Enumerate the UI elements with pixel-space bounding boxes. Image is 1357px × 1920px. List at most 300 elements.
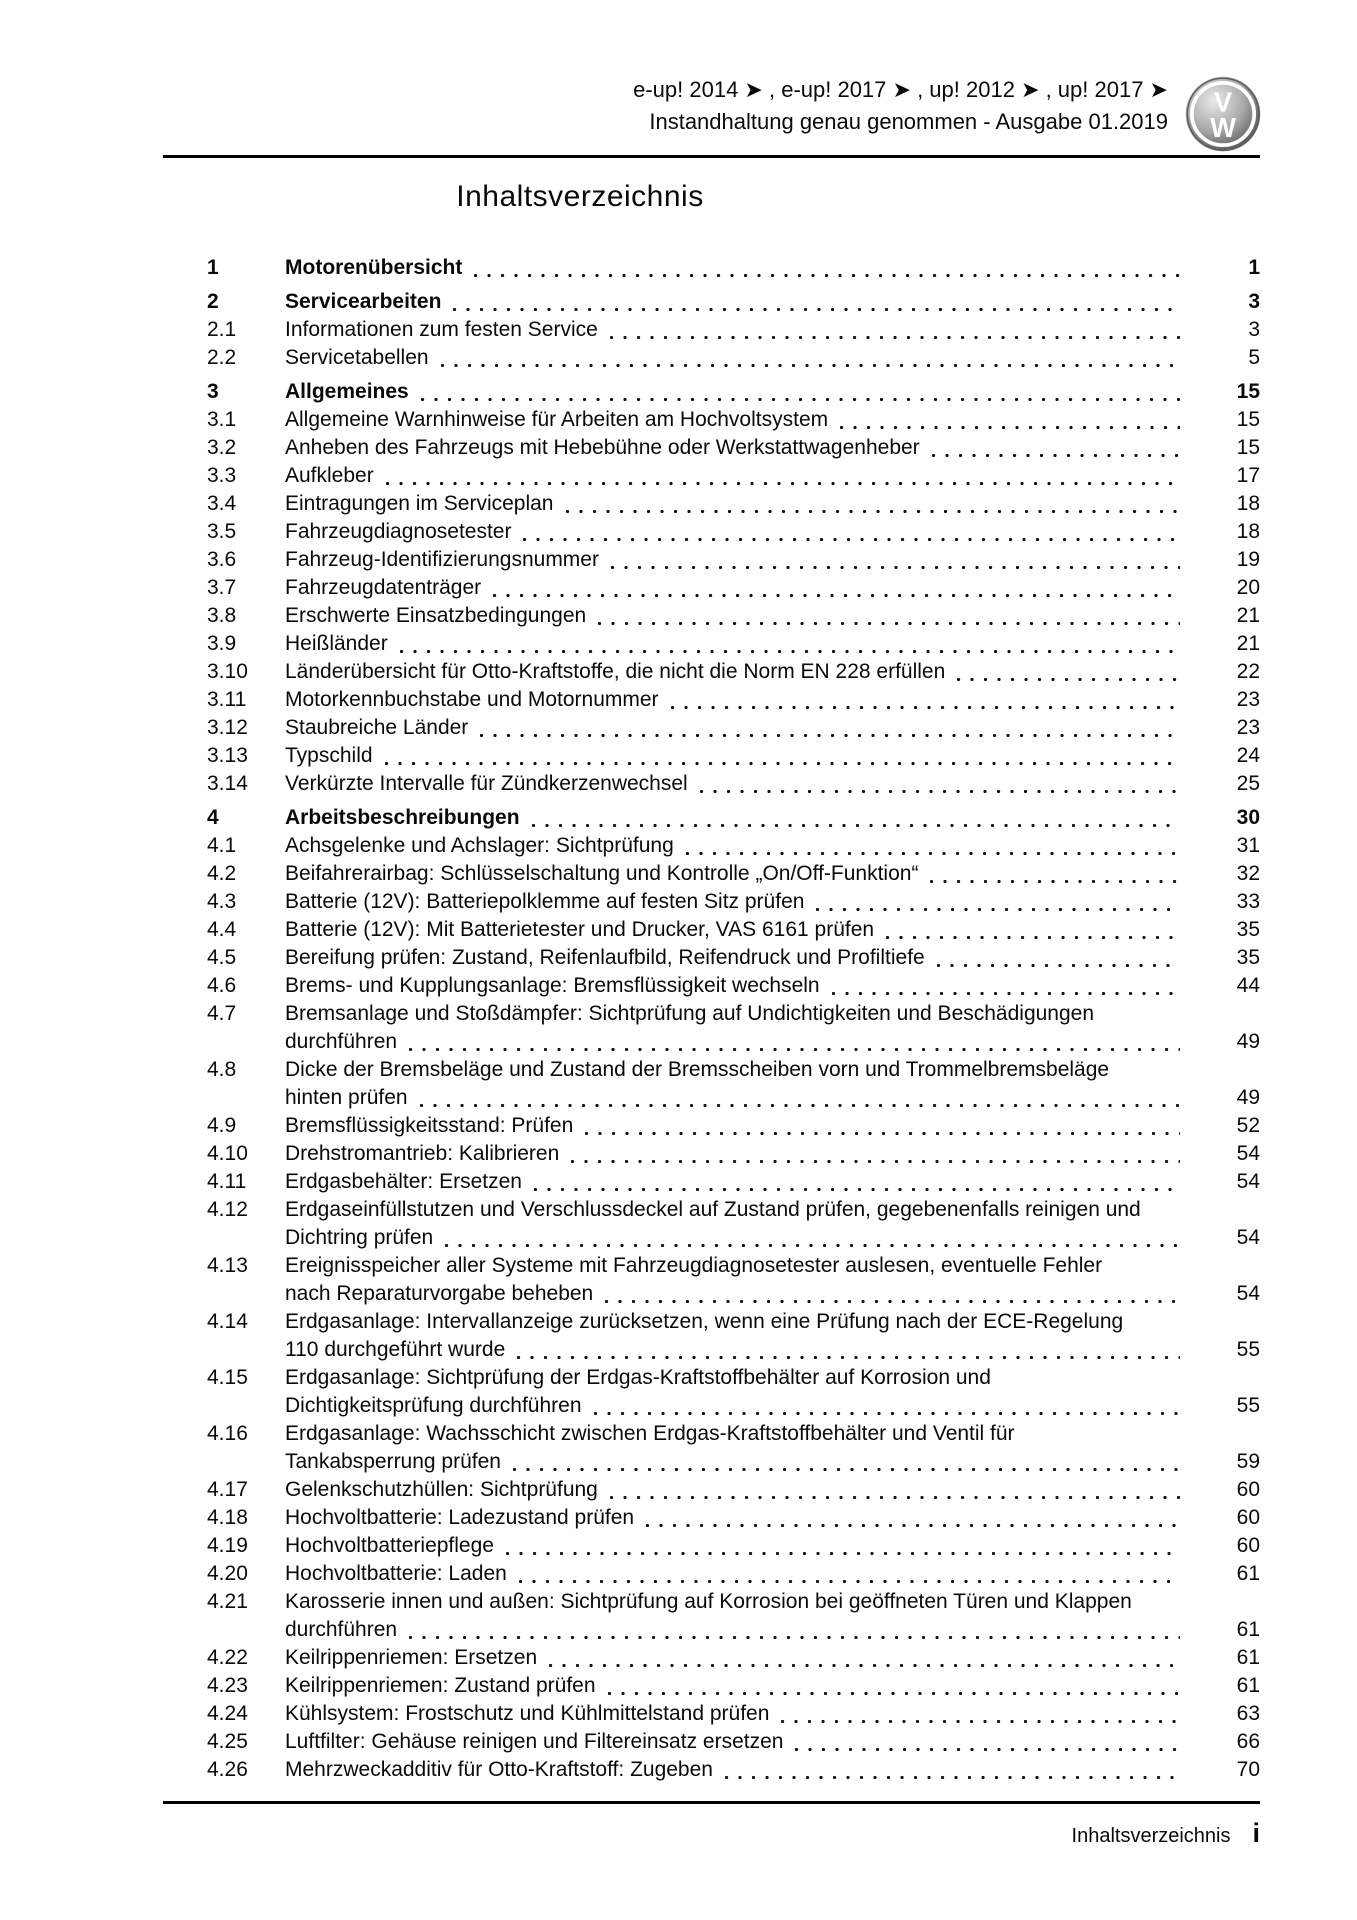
toc-entry-last-line — [285, 574, 1260, 602]
toc-entry[interactable] — [207, 1588, 1260, 1644]
toc-dot-leader — [566, 510, 1181, 513]
toc-entry[interactable] — [207, 1112, 1260, 1140]
toc-entry[interactable] — [207, 1756, 1260, 1784]
toc-entry-last-line — [285, 860, 1260, 888]
toc-entry-page: 54 — [1236, 1142, 1260, 1165]
toc-entry-number: 3.12 — [207, 716, 248, 739]
toc-entry[interactable] — [207, 972, 1260, 1000]
toc-dot-leader — [781, 1720, 1180, 1723]
toc-entry[interactable] — [207, 1140, 1260, 1168]
toc-entry-body — [285, 574, 1260, 602]
toc-entry-title-line: Dicke der Bremsbeläge und Zustand der Bremsscheiben vorn und Trommelbremsbeläge — [285, 1058, 1110, 1081]
toc-entry-title: Verkürzte Intervalle für Zündkerzenwechsel — [285, 772, 688, 795]
toc-entry-body — [285, 434, 1260, 462]
toc-entry[interactable] — [207, 658, 1260, 686]
toc-entry-last-line — [285, 546, 1260, 574]
toc-entry[interactable] — [207, 1560, 1260, 1588]
toc-entry-number: 3.3 — [207, 464, 237, 487]
toc-dot-leader — [523, 538, 1180, 541]
toc-entry-page: 32 — [1236, 862, 1260, 885]
toc-entry[interactable] — [207, 916, 1260, 944]
toc-entry-number: 4.1 — [207, 834, 237, 857]
toc-entry-body — [285, 344, 1260, 372]
toc-entry-number: 4.22 — [207, 1646, 248, 1669]
toc-entry-title: Aufkleber — [285, 464, 374, 487]
toc-entry[interactable] — [207, 254, 1260, 282]
toc-entry-number: 4.18 — [207, 1506, 248, 1529]
toc-dot-leader — [610, 1496, 1180, 1499]
toc-entry-last-line — [285, 316, 1260, 344]
toc-entry-last-line — [285, 770, 1260, 798]
toc-entry-title: Fahrzeugdatenträger — [285, 576, 482, 599]
toc-entry-title: hinten prüfen — [285, 1086, 408, 1109]
toc-entry-body — [285, 602, 1260, 630]
toc-entry-title: Keilrippenriemen: Zustand prüfen — [285, 1674, 596, 1697]
toc-entry[interactable] — [207, 860, 1260, 888]
toc-entry-page: 35 — [1236, 918, 1260, 941]
toc-dot-leader — [386, 482, 1180, 485]
toc-entry-body — [285, 316, 1260, 344]
toc-entry-title: Allgemeines — [285, 380, 409, 403]
toc-entry-page: 66 — [1236, 1730, 1260, 1753]
toc-entry-page: 60 — [1236, 1534, 1260, 1557]
toc-entry-last-line — [285, 490, 1260, 518]
toc-entry-last-line — [285, 1532, 1260, 1560]
toc-entry-number: 2.2 — [207, 346, 237, 369]
toc-list — [207, 248, 1260, 1784]
toc-entry-body — [285, 742, 1260, 770]
toc-entry-body — [285, 1588, 1260, 1644]
toc-entry-number: 4 — [207, 806, 219, 829]
toc-entry-number: 3.11 — [207, 688, 247, 711]
toc-entry-number: 4.5 — [207, 946, 237, 969]
toc-entry-title: Eintragungen im Serviceplan — [285, 492, 554, 515]
toc-entry-title: Heißländer — [285, 632, 388, 655]
toc-dot-leader — [513, 1468, 1180, 1471]
toc-entry-title: durchführen — [285, 1618, 398, 1641]
toc-entry-title: Dichtigkeitsprüfung durchführen — [285, 1394, 582, 1417]
toc-entry-page: 55 — [1236, 1338, 1260, 1361]
toc-entry-page: 44 — [1236, 974, 1260, 997]
toc-entry-last-line — [285, 434, 1260, 462]
toc-entry-last-line — [285, 1028, 1260, 1056]
toc-entry-body — [285, 1700, 1260, 1728]
toc-entry-title: Motorenübersicht — [285, 256, 463, 279]
toc-entry-last-line — [285, 1168, 1260, 1196]
toc-entry-title: Hochvoltbatteriepflege — [285, 1534, 494, 1557]
toc-entry-body — [285, 1112, 1260, 1140]
toc-entry-last-line — [285, 1560, 1260, 1588]
toc-entry[interactable] — [207, 1476, 1260, 1504]
footer-page-marker: i — [1252, 1818, 1260, 1848]
toc-entry-number: 2.1 — [207, 318, 237, 341]
page-header — [163, 74, 1168, 138]
toc-entry-title: Servicearbeiten — [285, 290, 442, 313]
toc-entry[interactable] — [207, 1252, 1260, 1308]
header-divider — [163, 155, 1260, 158]
toc-entry-title: Keilrippenriemen: Ersetzen — [285, 1646, 538, 1669]
toc-entry[interactable] — [207, 1308, 1260, 1364]
toc-entry-last-line — [285, 344, 1260, 372]
toc-entry-number: 4.3 — [207, 890, 237, 913]
toc-entry-page: 63 — [1236, 1702, 1260, 1725]
toc-entry-last-line — [285, 406, 1260, 434]
toc-entry-last-line — [285, 1756, 1260, 1784]
toc-entry[interactable] — [207, 574, 1260, 602]
toc-dot-leader — [611, 566, 1180, 569]
toc-entry-body — [285, 462, 1260, 490]
header-models-line: e-up! 2014 ➤ , e-up! 2017 ➤ , up! 2012 ➤ , up! 2017 ➤ — [633, 77, 1168, 102]
toc-dot-leader — [493, 594, 1180, 597]
toc-entry-number: 1 — [207, 256, 219, 279]
vw-logo-icon — [1185, 76, 1261, 152]
toc-dot-leader — [686, 852, 1180, 855]
toc-entry-last-line — [285, 1448, 1260, 1476]
toc-entry-title: Typschild — [285, 744, 373, 767]
toc-entry-page: 35 — [1236, 946, 1260, 969]
toc-entry-body — [285, 1756, 1260, 1784]
toc-entry-title: Bremsflüssigkeitsstand: Prüfen — [285, 1114, 574, 1137]
toc-entry-page: 15 — [1236, 436, 1260, 459]
toc-entry-page: 70 — [1236, 1758, 1260, 1781]
toc-entry[interactable] — [207, 1196, 1260, 1252]
toc-entry-number: 4.11 — [207, 1170, 247, 1193]
toc-entry-page: 23 — [1236, 716, 1260, 739]
toc-dot-leader — [598, 622, 1180, 625]
toc-entry[interactable] — [207, 462, 1260, 490]
toc-entry[interactable] — [207, 1728, 1260, 1756]
toc-dot-leader — [594, 1412, 1180, 1415]
toc-entry-last-line — [285, 916, 1260, 944]
page-footer — [163, 1818, 1260, 1849]
toc-entry-number: 3 — [207, 380, 219, 403]
toc-dot-leader — [832, 992, 1180, 995]
toc-entry-page: 1 — [1248, 256, 1260, 279]
toc-entry[interactable] — [207, 518, 1260, 546]
toc-entry-body — [285, 406, 1260, 434]
toc-entry-page: 21 — [1236, 632, 1260, 655]
toc-entry-page: 52 — [1236, 1114, 1260, 1137]
toc-entry[interactable] — [207, 546, 1260, 574]
toc-entry-body — [285, 630, 1260, 658]
toc-entry-title: Bereifung prüfen: Zustand, Reifenlaufbild, Reifendruck und Profiltiefe — [285, 946, 925, 969]
toc-entry-title: Hochvoltbatterie: Laden — [285, 1562, 507, 1585]
toc-entry-last-line — [285, 1392, 1260, 1420]
toc-entry-page: 18 — [1236, 492, 1260, 515]
toc-entry-number: 4.26 — [207, 1758, 248, 1781]
toc-entry-body — [285, 1644, 1260, 1672]
svg-text:W: W — [1210, 111, 1236, 143]
toc-entry-title: Hochvoltbatterie: Ladezustand prüfen — [285, 1506, 635, 1529]
toc-entry-title-line: Ereignisspeicher aller Systeme mit Fahrzeugdiagnosetester auslesen, eventuelle Fehler — [285, 1254, 1103, 1277]
toc-dot-leader — [409, 1636, 1180, 1639]
toc-entry-title: Motorkennbuchstabe und Motornummer — [285, 688, 659, 711]
toc-entry-title: nach Reparaturvorgabe beheben — [285, 1282, 594, 1305]
toc-entry-last-line — [285, 1112, 1260, 1140]
toc-entry[interactable] — [207, 378, 1260, 406]
toc-entry-body — [285, 1000, 1260, 1056]
toc-entry[interactable] — [207, 770, 1260, 798]
toc-entry-title: Allgemeine Warnhinweise für Arbeiten am Hochvoltsystem — [285, 408, 829, 431]
toc-entry-page: 30 — [1236, 806, 1260, 829]
toc-dot-leader — [532, 824, 1180, 827]
toc-entry-page: 54 — [1236, 1226, 1260, 1249]
toc-entry-number: 4.2 — [207, 862, 237, 885]
toc-entry-body — [285, 1308, 1260, 1364]
toc-entry-last-line — [285, 1672, 1260, 1700]
toc-entry-page: 21 — [1236, 604, 1260, 627]
toc-entry-number: 4.7 — [207, 1002, 237, 1025]
toc-entry-body — [285, 254, 1260, 282]
toc-entry-body — [285, 490, 1260, 518]
toc-entry-title: Drehstromantrieb: Kalibrieren — [285, 1142, 560, 1165]
toc-entry-last-line — [285, 378, 1260, 406]
toc-entry-number: 4.8 — [207, 1058, 237, 1081]
toc-entry-body — [285, 944, 1260, 972]
toc-dot-leader — [445, 1244, 1180, 1247]
toc-dot-leader — [816, 908, 1180, 911]
toc-entry[interactable] — [207, 1532, 1260, 1560]
toc-dot-leader — [937, 964, 1180, 967]
toc-dot-leader — [585, 1132, 1180, 1135]
toc-entry-page: 61 — [1236, 1674, 1260, 1697]
toc-entry-number: 4.17 — [207, 1478, 248, 1501]
toc-dot-leader — [549, 1664, 1180, 1667]
toc-entry-title-line: Erdgasanlage: Sichtprüfung der Erdgas-Kraftstoffbehälter auf Korrosion und — [285, 1366, 991, 1389]
toc-entry-last-line — [285, 1084, 1260, 1112]
toc-entry-page: 61 — [1236, 1562, 1260, 1585]
toc-entry-last-line — [285, 462, 1260, 490]
toc-entry-page: 17 — [1236, 464, 1260, 487]
toc-entry[interactable] — [207, 686, 1260, 714]
footer-divider — [163, 1801, 1260, 1804]
toc-entry-page: 54 — [1236, 1282, 1260, 1305]
toc-entry[interactable] — [207, 1420, 1260, 1476]
toc-entry-page: 60 — [1236, 1506, 1260, 1529]
toc-entry-page: 15 — [1236, 408, 1260, 431]
toc-entry[interactable] — [207, 434, 1260, 462]
toc-entry-title-line: Erdgaseinfüllstutzen und Verschlussdeckel auf Zustand prüfen, gegebenenfalls reinigen und — [285, 1198, 1141, 1221]
toc-entry-page: 15 — [1236, 380, 1260, 403]
toc-entry-page: 49 — [1236, 1030, 1260, 1053]
toc-entry[interactable] — [207, 1056, 1260, 1112]
toc-entry-page: 18 — [1236, 520, 1260, 543]
toc-dot-leader — [725, 1776, 1180, 1779]
toc-entry-page: 24 — [1236, 744, 1260, 767]
toc-entry-number: 3.5 — [207, 520, 237, 543]
toc-entry-body — [285, 1560, 1260, 1588]
toc-dot-leader — [474, 274, 1180, 277]
toc-entry-body — [285, 1196, 1260, 1252]
toc-entry-page: 49 — [1236, 1086, 1260, 1109]
toc-entry-title: Dichtring prüfen — [285, 1226, 434, 1249]
toc-entry-number: 4.21 — [207, 1590, 248, 1613]
toc-dot-leader — [886, 936, 1180, 939]
toc-entry-page: 3 — [1248, 290, 1260, 313]
toc-entry-body — [285, 1420, 1260, 1476]
toc-entry-page: 23 — [1236, 688, 1260, 711]
toc-entry[interactable] — [207, 602, 1260, 630]
toc-entry[interactable] — [207, 1700, 1260, 1728]
toc-entry-page: 25 — [1236, 772, 1260, 795]
toc-dot-leader — [421, 398, 1180, 401]
toc-entry-body — [285, 686, 1260, 714]
header-subtitle-line: Instandhaltung genau genommen - Ausgabe 01.2019 — [649, 109, 1168, 134]
toc-dot-leader — [610, 336, 1180, 339]
toc-entry-number: 4.12 — [207, 1198, 248, 1221]
toc-dot-leader — [420, 1104, 1180, 1107]
toc-entry-title: Luftfilter: Gehäuse reinigen und Filtereinsatz ersetzen — [285, 1730, 784, 1753]
toc-entry-title: Arbeitsbeschreibungen — [285, 806, 520, 829]
toc-entry-last-line — [285, 1336, 1260, 1364]
toc-entry-number: 3.2 — [207, 436, 237, 459]
toc-entry[interactable] — [207, 714, 1260, 742]
toc-entry-title-line: Bremsanlage und Stoßdämpfer: Sichtprüfung auf Undichtigkeiten und Beschädigungen — [285, 1002, 1095, 1025]
toc-entry-title: durchführen — [285, 1030, 398, 1053]
toc-entry-title-line: Karosserie innen und außen: Sichtprüfung auf Korrosion bei geöffneten Türen und Klappen — [285, 1590, 1132, 1613]
toc-entry-last-line — [285, 1280, 1260, 1308]
page-title: Inhaltsverzeichnis — [456, 180, 704, 213]
toc-entry-number: 3.4 — [207, 492, 237, 515]
toc-entry-title: Batterie (12V): Batteriepolklemme auf festen Sitz prüfen — [285, 890, 805, 913]
toc-entry[interactable] — [207, 944, 1260, 972]
toc-entry-number: 2 — [207, 290, 219, 313]
toc-entry[interactable] — [207, 1364, 1260, 1420]
toc-entry-title: Batterie (12V): Mit Batterietester und Drucker, VAS 6161 prüfen — [285, 918, 875, 941]
toc-entry-title: Länderübersicht für Otto-Kraftstoffe, die nicht die Norm EN 228 erfüllen — [285, 660, 946, 683]
toc-entry[interactable] — [207, 742, 1260, 770]
toc-dot-leader — [646, 1524, 1180, 1527]
toc-entry-title: Informationen zum festen Service — [285, 318, 598, 341]
svg-text:V: V — [1213, 86, 1233, 118]
toc-entry-number: 3.9 — [207, 632, 237, 655]
toc-entry-last-line — [285, 1616, 1260, 1644]
toc-entry[interactable] — [207, 1168, 1260, 1196]
toc-entry-page: 60 — [1236, 1478, 1260, 1501]
toc-entry[interactable] — [207, 630, 1260, 658]
toc-entry-title-line: Erdgasanlage: Wachsschicht zwischen Erdgas-Kraftstoffbehälter und Ventil für — [285, 1422, 1015, 1445]
toc-entry-last-line — [285, 602, 1260, 630]
toc-entry-last-line — [285, 742, 1260, 770]
toc-entry-title: Erdgasbehälter: Ersetzen — [285, 1170, 522, 1193]
toc-entry-last-line — [285, 888, 1260, 916]
toc-entry-body — [285, 1504, 1260, 1532]
toc-entry[interactable] — [207, 1504, 1260, 1532]
toc-entry-number: 3.10 — [207, 660, 248, 683]
toc-entry-title: Erschwerte Einsatzbedingungen — [285, 604, 587, 627]
toc-dot-leader — [534, 1188, 1180, 1191]
toc-entry-body — [285, 518, 1260, 546]
toc-entry-last-line — [285, 1140, 1260, 1168]
toc-entry-last-line — [285, 630, 1260, 658]
toc-entry[interactable] — [207, 888, 1260, 916]
toc-entry-title: Tankabsperrung prüfen — [285, 1450, 501, 1473]
toc-dot-leader — [605, 1300, 1180, 1303]
toc-entry-last-line — [285, 832, 1260, 860]
toc-entry-title: Servicetabellen — [285, 346, 429, 369]
toc-entry-page: 55 — [1236, 1394, 1260, 1417]
toc-entry-body — [285, 288, 1260, 316]
toc-entry-number: 3.13 — [207, 744, 248, 767]
toc-entry-title: 110 durchgeführt wurde — [285, 1338, 506, 1361]
toc-entry-last-line — [285, 1644, 1260, 1672]
toc-entry[interactable] — [207, 406, 1260, 434]
toc-entry-body — [285, 658, 1260, 686]
toc-entry-body — [285, 546, 1260, 574]
toc-entry-page: 22 — [1236, 660, 1260, 683]
toc-entry[interactable] — [207, 1644, 1260, 1672]
toc-entry[interactable] — [207, 344, 1260, 372]
toc-entry-body — [285, 888, 1260, 916]
toc-entry-page: 33 — [1236, 890, 1260, 913]
toc-entry-body — [285, 1168, 1260, 1196]
toc-entry-body — [285, 860, 1260, 888]
toc-entry-body — [285, 916, 1260, 944]
toc-dot-leader — [840, 426, 1180, 429]
toc-entry-page: 5 — [1248, 346, 1260, 369]
toc-entry-number: 3.6 — [207, 548, 237, 571]
toc-entry-number: 4.15 — [207, 1366, 248, 1389]
toc-entry[interactable] — [207, 1672, 1260, 1700]
toc-entry[interactable] — [207, 832, 1260, 860]
toc-entry-number: 4.9 — [207, 1114, 237, 1137]
toc-entry-body — [285, 972, 1260, 1000]
toc-entry-body — [285, 378, 1260, 406]
toc-entry-body — [285, 1476, 1260, 1504]
toc-entry[interactable] — [207, 804, 1260, 832]
toc-dot-leader — [930, 880, 1180, 883]
toc-entry-page: 54 — [1236, 1170, 1260, 1193]
toc-entry-last-line — [285, 1476, 1260, 1504]
toc-entry-last-line — [285, 686, 1260, 714]
toc-entry-last-line — [285, 972, 1260, 1000]
toc-entry-last-line — [285, 1700, 1260, 1728]
toc-entry-body — [285, 1728, 1260, 1756]
toc-entry-body — [285, 1252, 1260, 1308]
toc-entry-page: 19 — [1236, 548, 1260, 571]
toc-entry-number: 4.20 — [207, 1562, 248, 1585]
toc-dot-leader — [409, 1048, 1180, 1051]
toc-entry-last-line — [285, 944, 1260, 972]
toc-entry-page: 61 — [1236, 1618, 1260, 1641]
toc-entry-number: 4.16 — [207, 1422, 248, 1445]
toc-entry[interactable] — [207, 316, 1260, 344]
toc-entry-title: Fahrzeugdiagnosetester — [285, 520, 512, 543]
toc-entry[interactable] — [207, 490, 1260, 518]
toc-entry-page: 31 — [1236, 834, 1260, 857]
toc-entry-last-line — [285, 288, 1260, 316]
toc-dot-leader — [480, 734, 1180, 737]
toc-dot-leader — [932, 454, 1180, 457]
toc-entry[interactable] — [207, 288, 1260, 316]
toc-entry-last-line — [285, 714, 1260, 742]
toc-entry-last-line — [285, 518, 1260, 546]
toc-dot-leader — [571, 1160, 1180, 1163]
toc-entry-number: 4.19 — [207, 1534, 248, 1557]
toc-entry-body — [285, 770, 1260, 798]
toc-entry-page: 59 — [1236, 1450, 1260, 1473]
toc-entry-number: 3.8 — [207, 604, 237, 627]
toc-entry-title: Anheben des Fahrzeugs mit Hebebühne oder Werkstattwagenheber — [285, 436, 920, 459]
toc-entry-number: 4.25 — [207, 1730, 248, 1753]
toc-entry-title: Kühlsystem: Frostschutz und Kühlmittelstand prüfen — [285, 1702, 770, 1725]
toc-entry-title: Fahrzeug-Identifizierungsnummer — [285, 548, 599, 571]
toc-entry[interactable] — [207, 1000, 1260, 1056]
toc-entry-number: 4.23 — [207, 1674, 248, 1697]
toc-entry-body — [285, 1672, 1260, 1700]
toc-dot-leader — [795, 1748, 1180, 1751]
toc-entry-body — [285, 1140, 1260, 1168]
